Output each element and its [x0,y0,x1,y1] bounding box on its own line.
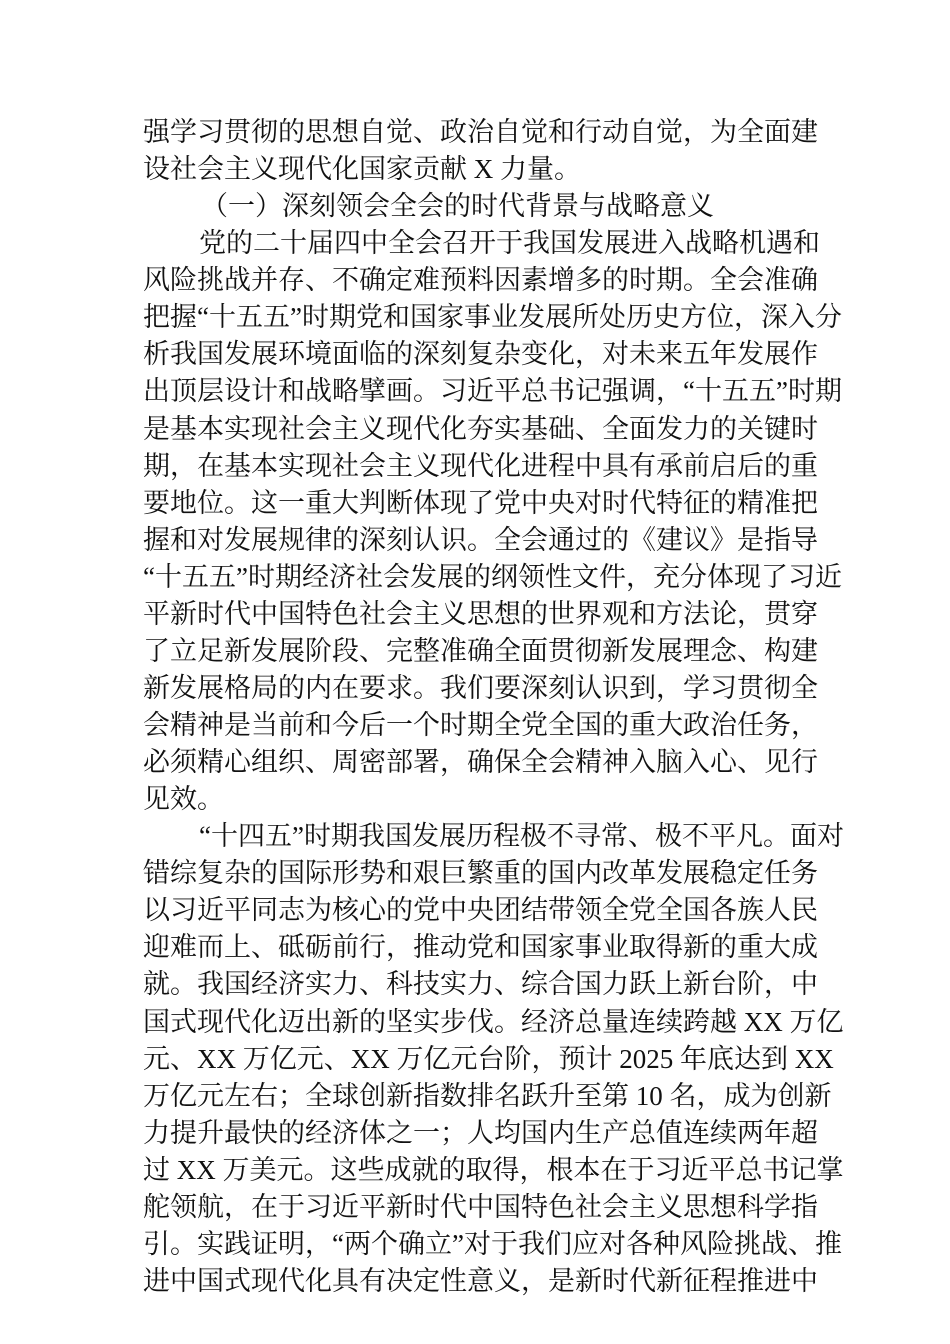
text-line: 期，在基本实现社会主义现代化进程中具有承前启后的重 [143,450,818,481]
text-line: 力提升最快的经济体之一；人均国内生产总值连续两年超 [143,1117,818,1148]
text-line: 了立足新发展阶段、完整准确全面贯彻新发展理念、构建 [143,635,818,666]
paragraph [143,225,842,818]
text-line: 强学习贯彻的思想自觉、政治自觉和行动自觉，为全面建 [143,117,818,147]
text-line: 舵领航，在于习近平新时代中国特色社会主义思想科学指 [143,1191,818,1222]
text-line: 见效。 [143,784,224,815]
document-page [143,114,844,1300]
text-line: 握和对发展规律的深刻认识。全会通过的《建议》是指导 [143,524,818,555]
text-line: 会精神是当前和今后一个时期全党全国的重大政治任务， [143,710,818,740]
text-line: “十五五”时期经济社会发展的纲领性文件，充分体现了习近 [143,561,842,592]
text-line: 错综复杂的国际形势和艰巨繁重的国内改革发展稳定任务 [143,858,818,889]
paragraph [143,818,844,1300]
paragraph [143,114,818,188]
text-line: 风险挑战并存、不确定难预料因素增多的时期。全会准确 [143,265,818,296]
text-line: 设社会主义现代化国家贡献 X 力量。 [143,154,581,185]
text-line: “十四五”时期我国发展历程极不寻常、极不平凡。面对 [199,821,844,852]
text-line: 过 XX 万美元。这些成就的取得，根本在于习近平总书记掌 [143,1154,844,1185]
text-line: 新发展格局的内在要求。我们要深刻认识到，学习贯彻全 [143,672,818,703]
text-line: 引。实践证明，“两个确立”对于我们应对各种风险挑战、推 [143,1228,842,1259]
text-line: 以习近平同志为核心的党中央团结带领全党全国各族人民 [143,895,818,926]
text-line: 进中国式现代化具有决定性意义，是新时代新征程推进中 [143,1265,818,1296]
text-line: 元、XX 万亿元、XX 万亿元台阶，预计 2025 年底达到 XX [143,1043,834,1074]
text-line: （一）深刻领会全会的时代背景与战略意义 [201,191,714,222]
text-line: 把握“十五五”时期党和国家事业发展所处历史方位，深入分 [143,302,842,333]
text-line: 国式现代化迈出新的坚实步伐。经济总量连续跨越 XX 万亿 [143,1006,844,1037]
text-line: 就。我国经济实力、科技实力、综合国力跃上新台阶，中 [143,969,818,1000]
text-line: 迎难而上、砥砺前行，推动党和国家事业取得新的重大成 [143,932,818,963]
text-line: 是基本实现社会主义现代化夯实基础、全面发力的关键时 [143,413,818,444]
text-line: 万亿元左右；全球创新指数排名跃升至第 10 名，成为创新 [143,1080,832,1111]
text-line: 平新时代中国特色社会主义思想的世界观和方法论，贯穿 [143,598,818,629]
text-line: 析我国发展环境面临的深刻复杂变化，对未来五年发展作 [143,339,818,370]
text-line: 出顶层设计和战略擘画。习近平总书记强调，“十五五”时期 [143,376,842,407]
text-line: 党的二十届四中全会召开于我国发展进入战略机遇和 [199,228,820,259]
text-line: 必须精心组织、周密部署，确保全会精神入脑入心、见行 [143,747,818,778]
section-heading [143,188,806,225]
text-line: 要地位。这一重大判断体现了党中央对时代特征的精准把 [143,487,818,518]
